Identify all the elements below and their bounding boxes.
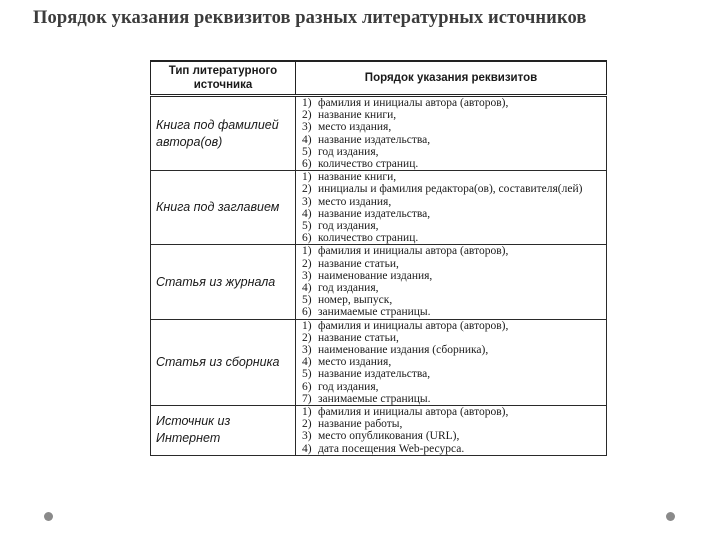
item-number: 3) (302, 430, 312, 443)
item-text: занимаемые страницы. (318, 392, 431, 405)
requisites-table (150, 60, 607, 456)
item-number: 2) (302, 183, 312, 196)
list-item (302, 430, 606, 442)
item-text: название книги, (318, 109, 397, 122)
item-number: 6) (302, 306, 312, 319)
requisites-cell (296, 96, 607, 171)
source-type-cell: Книга под заглавием (151, 171, 296, 245)
list-item (302, 393, 606, 405)
left-decorative-dot (44, 512, 53, 521)
item-number: 4) (302, 207, 312, 220)
list-item (302, 134, 606, 146)
item-number: 1) (302, 97, 312, 109)
requisites-cell (296, 319, 607, 405)
item-number: 6) (302, 158, 312, 171)
header-requisites-order: Порядок указания реквизитов (296, 61, 607, 96)
item-text: фамилия и инициалы автора (авторов), (318, 406, 509, 419)
item-number: 1) (302, 406, 312, 419)
item-number: 5) (302, 294, 312, 307)
item-number: 4) (302, 442, 312, 455)
item-number: 1) (302, 171, 312, 184)
item-text: год издания, (318, 220, 379, 233)
list-item (302, 196, 606, 208)
requisites-cell (296, 171, 607, 245)
item-number: 3) (302, 344, 312, 357)
source-type-cell: Источник из Интернет (151, 406, 296, 456)
item-number: 2) (302, 257, 312, 270)
item-text: место издания, (318, 195, 392, 208)
right-decorative-dot (666, 512, 675, 521)
item-number: 5) (302, 368, 312, 381)
item-text: наименование издания, (318, 269, 433, 282)
item-text: год издания, (318, 380, 379, 393)
item-number: 6) (302, 380, 312, 393)
list-item (302, 381, 606, 393)
item-number: 1) (302, 319, 312, 332)
item-number: 3) (302, 269, 312, 282)
item-number: 4) (302, 356, 312, 369)
page-title: Порядок указания реквизитов разных литературных источников (33, 8, 587, 28)
list-item (302, 232, 606, 244)
source-type-cell: Статья из журнала (151, 245, 296, 319)
item-number: 3) (302, 195, 312, 208)
table-body (151, 96, 607, 456)
item-text: название статьи, (318, 257, 399, 270)
list-item (302, 406, 606, 418)
list-item (302, 270, 606, 282)
item-text: название статьи, (318, 331, 399, 344)
list-item (302, 146, 606, 158)
item-text: количество страниц. (318, 232, 419, 245)
item-text: место издания, (318, 356, 392, 369)
list-item (302, 208, 606, 220)
list-item (302, 306, 606, 318)
list-item (302, 171, 606, 183)
list-item (302, 258, 606, 270)
list-item (302, 418, 606, 430)
table-row (151, 319, 607, 405)
list-item (302, 220, 606, 232)
item-text: фамилия и инициалы автора (авторов), (318, 245, 509, 258)
item-text: инициалы и фамилия редактора(ов), составителя(лей) (318, 183, 583, 196)
item-text: дата посещения Web-ресурса. (318, 442, 465, 455)
requisites-cell (296, 245, 607, 319)
source-type-cell: Книга под фамилией автора(ов) (151, 96, 296, 171)
item-text: название издательства, (318, 368, 431, 381)
list-item (302, 282, 606, 294)
list-item (302, 183, 606, 195)
list-item (302, 320, 606, 332)
item-text: фамилия и инициалы автора (авторов), (318, 97, 509, 109)
item-text: место издания, (318, 121, 392, 134)
item-number: 2) (302, 418, 312, 431)
list-item (302, 109, 606, 121)
table-row (151, 171, 607, 245)
item-text: название книги, (318, 171, 397, 184)
item-number: 4) (302, 282, 312, 295)
item-text: название издательства, (318, 207, 431, 220)
item-number: 1) (302, 245, 312, 258)
item-text: занимаемые страницы. (318, 306, 431, 319)
list-item (302, 294, 606, 306)
item-text: год издания, (318, 282, 379, 295)
table-header-row (151, 61, 607, 96)
list-item (302, 443, 606, 455)
item-text: наименование издания (сборника), (318, 344, 489, 357)
item-number: 4) (302, 133, 312, 146)
item-text: название работы, (318, 418, 403, 431)
list-item (302, 368, 606, 380)
item-number: 5) (302, 145, 312, 158)
item-text: год издания, (318, 145, 379, 158)
item-number: 2) (302, 331, 312, 344)
requisites-cell (296, 406, 607, 456)
item-text: название издательства, (318, 133, 431, 146)
item-text: место опубликования (URL), (318, 430, 460, 443)
list-item (302, 97, 606, 109)
requisites-table-container (150, 60, 606, 456)
list-item (302, 121, 606, 133)
header-source-type: Тип литературного источника (151, 61, 296, 96)
source-type-cell: Статья из сборника (151, 319, 296, 405)
item-number: 2) (302, 109, 312, 122)
list-item (302, 344, 606, 356)
item-number: 5) (302, 220, 312, 233)
item-text: количество страниц. (318, 158, 419, 171)
list-item (302, 245, 606, 257)
list-item (302, 332, 606, 344)
list-item (302, 158, 606, 170)
item-number: 7) (302, 392, 312, 405)
list-item (302, 356, 606, 368)
item-text: фамилия и инициалы автора (авторов), (318, 319, 509, 332)
table-row (151, 96, 607, 171)
table-row (151, 406, 607, 456)
item-number: 3) (302, 121, 312, 134)
item-text: номер, выпуск, (318, 294, 393, 307)
table-row (151, 245, 607, 319)
item-number: 6) (302, 232, 312, 245)
